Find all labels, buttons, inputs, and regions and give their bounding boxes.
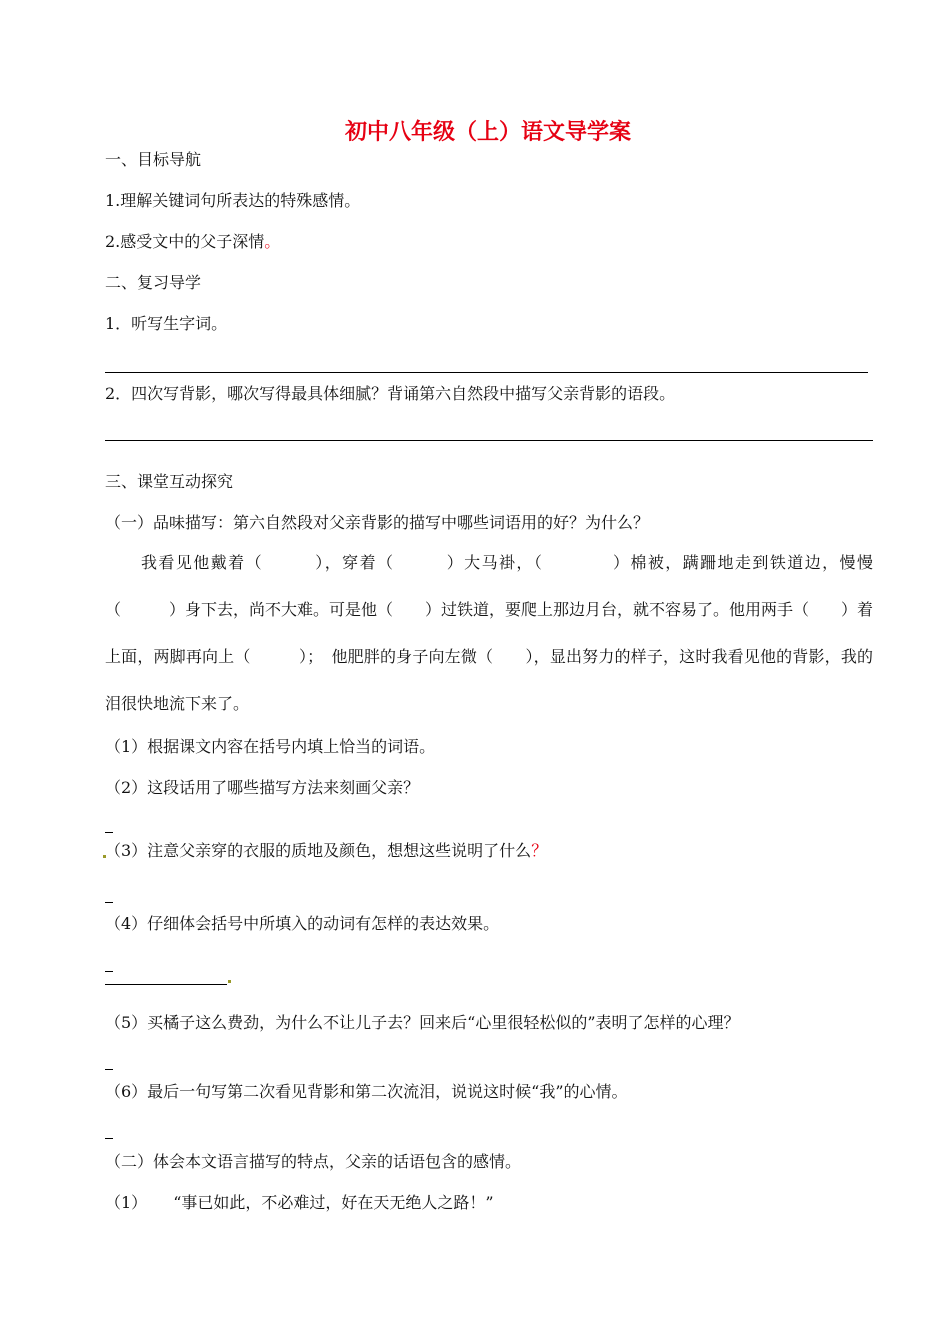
section-3-heading: 三、课堂互动探究 — [105, 472, 234, 491]
part-2-question-1 — [105, 1192, 494, 1214]
review-item-2: 2．四次写背影，哪次写得最具体细腻？背诵第六自然段中描写父亲背影的语段。 — [105, 384, 676, 403]
part-2-question-1-quote: “事已如此，不必难过，好在天无绝人之路！” — [173, 1193, 494, 1212]
review-item-1: 1．听写生字词。 — [105, 314, 228, 333]
answer-mark-5[interactable] — [105, 1069, 113, 1070]
question-1: （1）根据课文内容在括号内填上恰当的词语。 — [105, 737, 436, 756]
answer-mark-4[interactable] — [105, 971, 113, 972]
question-2: （2）这段话用了哪些描写方法来刻画父亲？ — [105, 778, 420, 797]
answer-mark-6[interactable] — [105, 1138, 113, 1139]
fill-in-passage: 我看见他戴着（ ），穿着（ ）大马褂，（ ）棉被，蹒跚地走到铁道边，慢慢（ ）身下去，尚不大难。可是他（ ）过铁道，要爬上那边月台，就不容易了。他用两手（ ）着上面，两脚再向上（ ）； 他肥胖的身子向左微（ ），显出努力的样子，这时我看见他的背影，我的泪很快地流下来了。 — [105, 553, 874, 713]
goal-item-2-text: 2.感受文中的父子深情 — [105, 232, 265, 251]
section-1-heading: 一、目标导航 — [105, 150, 202, 169]
question-3-mark: ？ — [531, 841, 548, 860]
question-6: （6）最后一句写第二次看见背影和第二次流泪，说说这时候“我”的心情。 — [105, 1082, 628, 1101]
answer-line-1[interactable] — [105, 372, 868, 373]
goal-item-2 — [105, 231, 280, 253]
answer-line-2[interactable] — [105, 440, 873, 441]
answer-line-4[interactable] — [105, 984, 227, 985]
question-3-text: （3）注意父亲穿的衣服的质地及颜色，想想这些说明了什么 — [105, 841, 532, 860]
answer-mark-2[interactable] — [105, 832, 113, 833]
goal-item-1: 1.理解关键词句所表达的特殊感情。 — [105, 191, 361, 210]
marker-dot-2 — [228, 980, 231, 983]
answer-mark-3[interactable] — [105, 902, 113, 903]
part-2-question-1-number: （1） — [105, 1193, 148, 1212]
question-4: （4）仔细体会括号中所填入的动词有怎样的表达效果。 — [105, 914, 500, 933]
question-5: （5）买橘子这么费劲，为什么不让儿子去？回来后“心里很轻松似的”表明了怎样的心理？ — [105, 1013, 740, 1032]
section-2-heading: 二、复习导学 — [105, 273, 202, 292]
part-2-heading: （二）体会本文语言描写的特点，父亲的话语包含的感情。 — [105, 1152, 522, 1171]
goal-item-2-mark: 。 — [264, 232, 281, 251]
page-title: 初中八年级（上）语文导学案 — [344, 120, 631, 145]
question-3 — [105, 840, 547, 862]
part-1-heading: （一）品味描写：第六自然段对父亲背影的描写中哪些词语用的好？为什么？ — [105, 513, 650, 532]
